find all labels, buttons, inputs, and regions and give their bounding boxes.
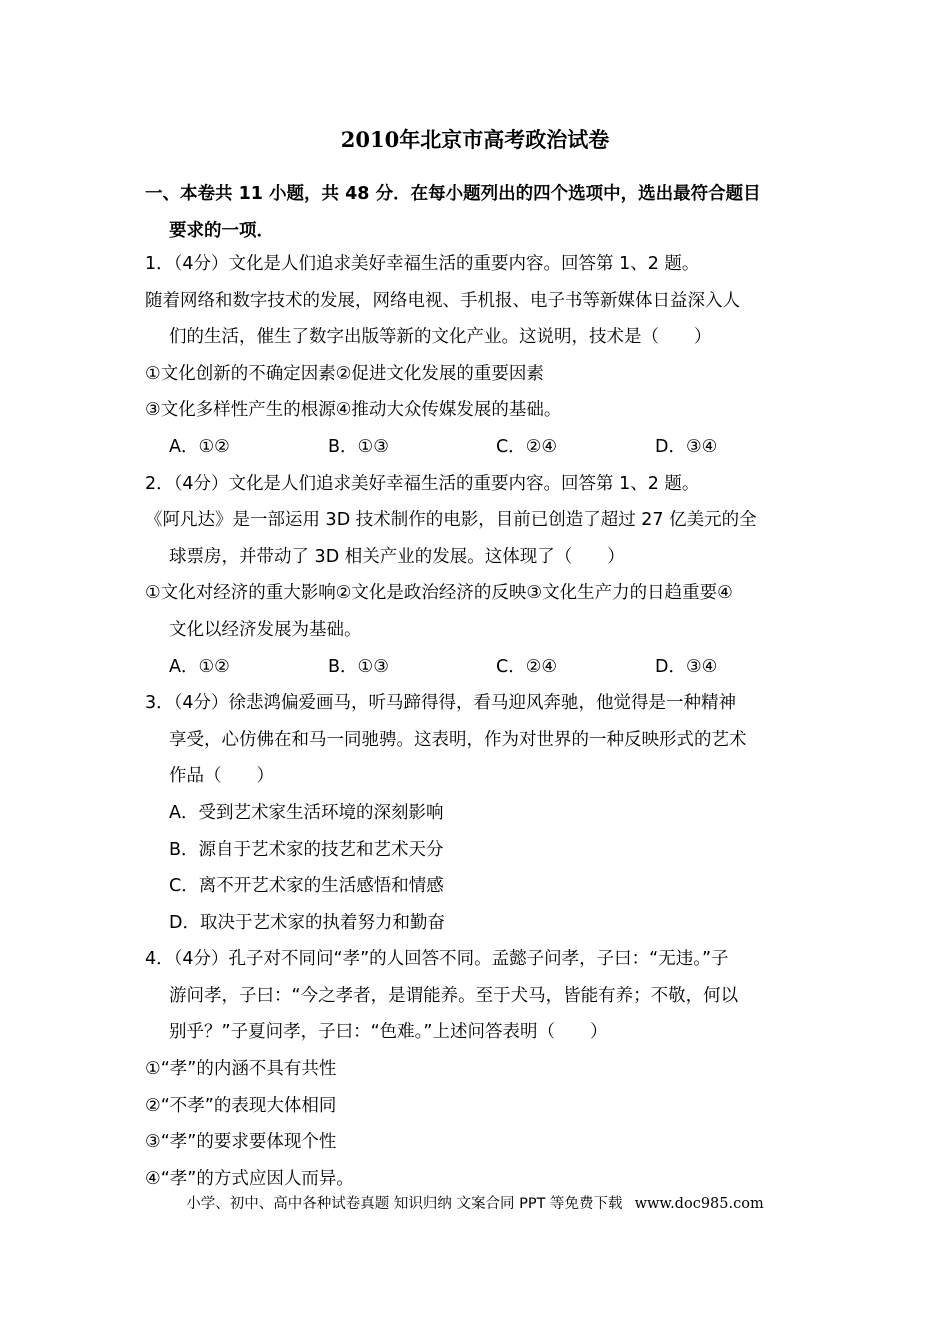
- question-2-stem: 2．（4分）文化是人们追求美好幸福生活的重要内容。回答第 1、2 题。: [145, 473, 700, 494]
- option-c: C．离不开艺术家的生活感悟和情感: [169, 876, 444, 897]
- question-2-options: [145, 649, 815, 686]
- question-2-statement-1: ①文化对经济的重大影响②文化是政治经济的反映③文化生产力的日趋重要④: [145, 583, 733, 604]
- question-4-statement-2: ②“不孝”的表现大体相同: [145, 1095, 337, 1116]
- page-footer: [0, 1192, 950, 1213]
- question-2-statement-2: 文化以经济发展为基础。: [169, 619, 362, 640]
- question-4-stem-1: 4．（4分）孔子对不同问“孝”的人回答不同。孟懿子问孝，子曰：“无违。”子: [145, 949, 729, 970]
- option-d: D．③④: [655, 436, 718, 457]
- question-1-options: [145, 429, 815, 466]
- question-1-text-2: 们的生活，催生了数字出版等新的文化产业。这说明，技术是（ ）: [169, 327, 712, 348]
- question-2: [145, 466, 815, 686]
- option-b: B．①③: [328, 656, 389, 677]
- question-1-stem: 1．（4分）文化是人们追求美好幸福生活的重要内容。回答第 1、2 题。: [145, 254, 700, 274]
- option-c: C．②④: [496, 436, 558, 457]
- question-4: [145, 941, 815, 1197]
- section-heading: [145, 176, 815, 250]
- option-a: A．①②: [169, 656, 230, 677]
- option-b: B．①③: [328, 436, 389, 457]
- question-3: [145, 685, 815, 941]
- question-3-stem-3: 作品（ ）: [169, 766, 274, 787]
- question-2-text-2: 球票房，并带动了 3D 相关产业的发展。这体现了（ ）: [169, 546, 625, 567]
- question-3-stem-2: 享受，心仿佛在和马一同驰骋。这表明，作为对世界的一种反映形式的艺术: [169, 729, 747, 750]
- question-4-stem-3: 别乎？”子夏问孝，子曰：“色难。”上述问答表明（ ）: [169, 1022, 608, 1043]
- question-4-statement-3: ③“孝”的要求要体现个性: [145, 1132, 337, 1153]
- footer-text: 小学、初中、高中各种试卷真题 知识归纳 文案合同 PPT 等免费下载: [186, 1196, 623, 1212]
- question-4-statement-1: ①“孝”的内涵不具有共性: [145, 1059, 337, 1080]
- question-4-stem-2: 游问孝，子曰：“今之孝者，是谓能养。至于犬马，皆能有养；不敬，何以: [169, 985, 739, 1006]
- option-b: B．源自于艺术家的技艺和艺术天分: [169, 839, 444, 860]
- option-d: D．③④: [655, 656, 718, 677]
- footer-url[interactable]: www.doc985.com: [634, 1196, 764, 1212]
- question-2-text-1: 《阿凡达》是一部运用 3D 技术制作的电影，目前已创造了超过 27 亿美元的全: [145, 510, 757, 531]
- question-1: [145, 246, 815, 466]
- question-1-statement-2: ③文化多样性产生的根源④推动大众传媒发展的基础。: [145, 400, 562, 421]
- question-1-text-1: 随着网络和数字技术的发展，网络电视、手机报、电子书等新媒体日益深入人: [145, 290, 740, 311]
- option-c: C．②④: [496, 656, 558, 677]
- question-3-stem-1: 3．（4分）徐悲鸿偏爱画马，听马蹄得得，看马迎风奔驰，他觉得是一种精神: [145, 693, 737, 714]
- option-d: D．取决于艺术家的执着努力和勤奋: [169, 912, 445, 933]
- section-heading-line-2: 要求的一项．: [169, 221, 274, 241]
- section-heading-line-1: 一、本卷共 11 小题，共 48 分．在每小题列出的四个选项中，选出最符合题目: [145, 184, 761, 204]
- option-a: A．受到艺术家生活环境的深刻影响: [169, 802, 444, 823]
- question-4-statement-4: ④“孝”的方式应因人而异。: [145, 1168, 354, 1189]
- question-1-statement-1: ①文化创新的不确定因素②促进文化发展的重要因素: [145, 363, 544, 384]
- question-list: [145, 246, 815, 1197]
- option-a: A．①②: [169, 436, 230, 457]
- page-title: 2010年北京市高考政治试卷: [340, 127, 610, 152]
